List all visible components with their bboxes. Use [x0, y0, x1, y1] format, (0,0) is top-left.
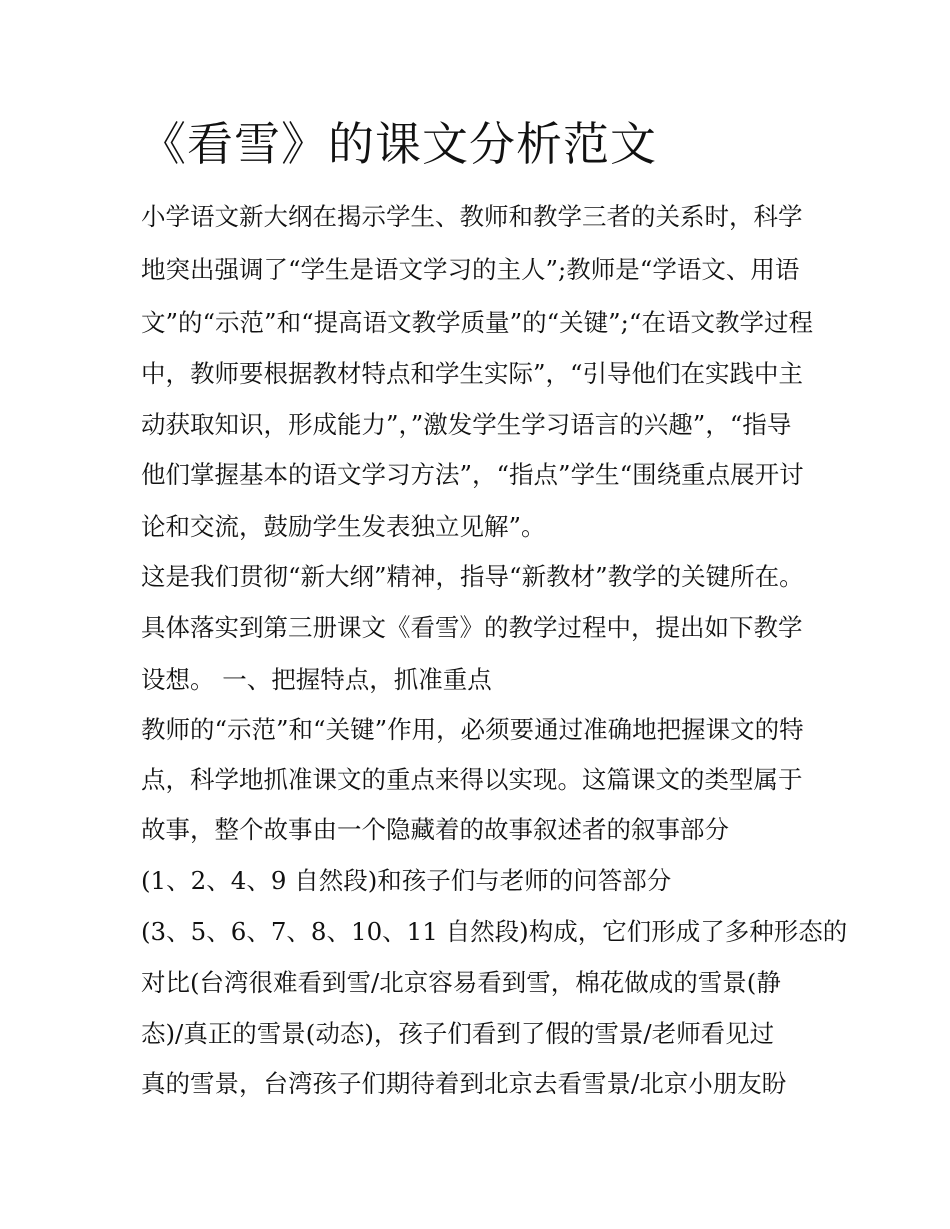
- text-line-11: 教师的“示范”和“关键”作用，必须要通过准确地把握课文的特: [141, 715, 804, 744]
- text-line-16: 对比(台湾很难看到雪/北京容易看到雪，棉花做成的雪景(静: [141, 968, 781, 997]
- text-line-15: (3、5、6、7、8、10、11 自然段)构成，它们形成了多种形态的: [141, 917, 848, 946]
- text-line-8: 这是我们贯彻“新大纲”精神，指导“新教材”教学的关键所在。: [141, 562, 804, 591]
- text-line-3: 文”的“示范”和“提高语文教学质量”的“关键”;“在语文教学过程: [141, 308, 813, 337]
- text-line-5: 动获取知识，形成能力”，”激发学生学习语言的兴趣”，“指导: [141, 410, 792, 439]
- text-line-14: (1、2、4、9 自然段)和孩子们与老师的问答部分: [141, 866, 672, 895]
- text-line-6: 他们掌握基本的语文学习方法”，“指点”学生“围绕重点展开讨: [141, 460, 804, 489]
- text-line-12: 点，科学地抓准课文的重点来得以实现。这篇课文的类型属于: [141, 765, 803, 794]
- text-line-9: 具体落实到第三册课文《看雪》的教学过程中，提出如下教学: [141, 613, 803, 642]
- document-title: 《看雪》的课文分析范文: [140, 117, 657, 171]
- text-line-13: 故事，整个故事由一个隐藏着的故事叙述者的叙事部分: [141, 815, 729, 844]
- text-line-1: 小学语文新大纲在揭示学生、教师和教学三者的关系时，科学: [141, 202, 803, 231]
- text-line-18: 真的雪景，台湾孩子们期待着到北京去看雪景/北京小朋友盼: [141, 1069, 787, 1098]
- text-line-10: 设想。 一、把握特点，抓准重点: [141, 665, 492, 694]
- text-line-4: 中，教师要根据教材特点和学生实际”，“引导他们在实践中主: [141, 359, 804, 388]
- text-line-2: 地突出强调了“学生是语文学习的主人”;教师是“学语文、用语: [141, 255, 800, 284]
- text-line-17: 态)/真正的雪景(动态)，孩子们看到了假的雪景/老师看见过: [141, 1019, 775, 1048]
- text-line-7: 论和交流，鼓励学生发表独立见解”。: [141, 512, 546, 541]
